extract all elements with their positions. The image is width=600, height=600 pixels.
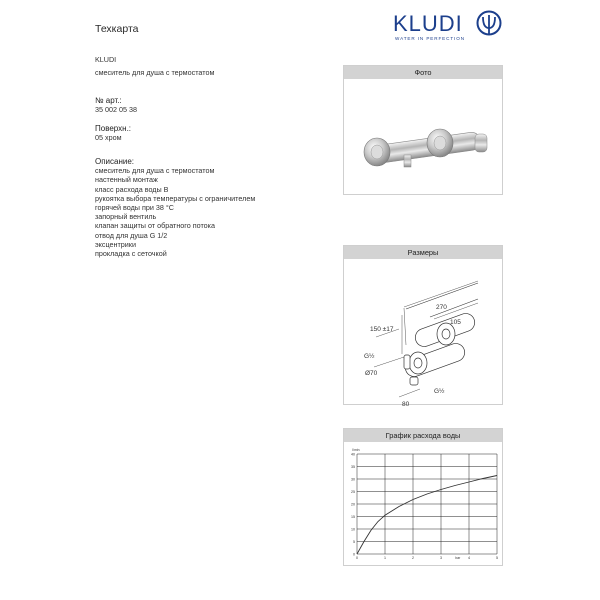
dim-diameter-70: Ø70 — [365, 370, 378, 377]
y-axis-label: l/min — [352, 448, 360, 452]
brand-logo — [393, 8, 505, 48]
dim-g-left: G½ — [364, 353, 375, 360]
description-label: Описание: — [95, 157, 135, 166]
y-tick-label: 35 — [351, 465, 355, 469]
surface-label: Поверхн.: — [95, 124, 132, 133]
description-line: класс расхода воды B — [95, 184, 169, 194]
photo-panel-body — [344, 79, 502, 194]
x-tick-label: 1 — [384, 556, 386, 560]
dim-150: 150 ±17 — [370, 326, 394, 333]
article-block — [95, 96, 137, 114]
y-tick-label: 10 — [351, 527, 355, 532]
description-line: настенный монтаж — [95, 175, 158, 185]
product-brand — [95, 55, 116, 64]
description-line: рукоятка выбора температуры с ограничителем — [95, 193, 256, 203]
x-axis-label: bar — [455, 556, 461, 560]
dim-80: 80 — [402, 401, 410, 408]
flow-rate-chart — [344, 442, 502, 564]
product-name — [95, 68, 214, 77]
description-line: клапан защиты от обратного потока — [95, 221, 215, 231]
flow-chart-body — [344, 442, 502, 565]
dimensions-panel — [343, 245, 503, 408]
photo-panel-title: Фото — [344, 66, 502, 79]
x-tick-label: 2 — [412, 556, 414, 560]
article-value: 35 002 05 38 — [95, 105, 137, 115]
product-brand-text: KLUDI — [95, 55, 117, 64]
flow-chart-panel — [343, 428, 503, 566]
description-line: эксцентрики — [95, 239, 136, 249]
article-label: № арт.: — [95, 96, 122, 105]
y-tick-label: 20 — [351, 502, 355, 507]
y-tick-label: 40 — [351, 452, 355, 457]
surface-value: 05 хром — [95, 133, 122, 143]
thermostat-mixer-photo — [344, 79, 502, 193]
dimensions-panel-title: Размеры — [344, 246, 502, 259]
description-line: смеситель для душа с термостатом — [95, 166, 215, 176]
y-tick-label: 0 — [353, 552, 355, 557]
description-line: прокладка с сеточкой — [95, 249, 167, 259]
description-line: горячей воды при 38 °C — [95, 203, 174, 213]
x-tick-label: 3 — [440, 556, 442, 560]
product-name-text: смеситель для душа с термостатом — [95, 68, 215, 77]
flow-chart-title: График расхода воды — [344, 429, 502, 442]
dim-g-right: G½ — [434, 388, 445, 395]
y-tick-label: 25 — [351, 490, 355, 494]
logo-wordmark: KLUDI — [393, 11, 463, 36]
dimensions-panel-body — [344, 259, 502, 408]
y-tick-label: 30 — [351, 477, 355, 482]
description-list — [95, 166, 255, 258]
y-tick-label: 5 — [353, 540, 355, 544]
description-line: запорный вентиль — [95, 212, 157, 222]
x-tick-label: 4 — [468, 556, 470, 560]
document-title: Техкарта — [95, 23, 139, 35]
dim-105: 105 — [450, 319, 461, 326]
x-tick-label: 0 — [356, 556, 358, 560]
kludi-water-drop-icon — [476, 10, 502, 36]
description-block — [95, 157, 255, 258]
dim-270: 270 — [436, 304, 447, 311]
surface-block — [95, 124, 131, 142]
x-tick-label: 5 — [496, 556, 498, 560]
photo-panel — [343, 65, 503, 195]
flow-curve-line — [357, 476, 497, 555]
description-line: отвод для душа G 1/2 — [95, 230, 168, 240]
logo-tagline: WATER IN PERFECTION — [395, 36, 465, 41]
y-tick-label: 15 — [351, 515, 355, 519]
dimension-drawing — [344, 259, 502, 408]
